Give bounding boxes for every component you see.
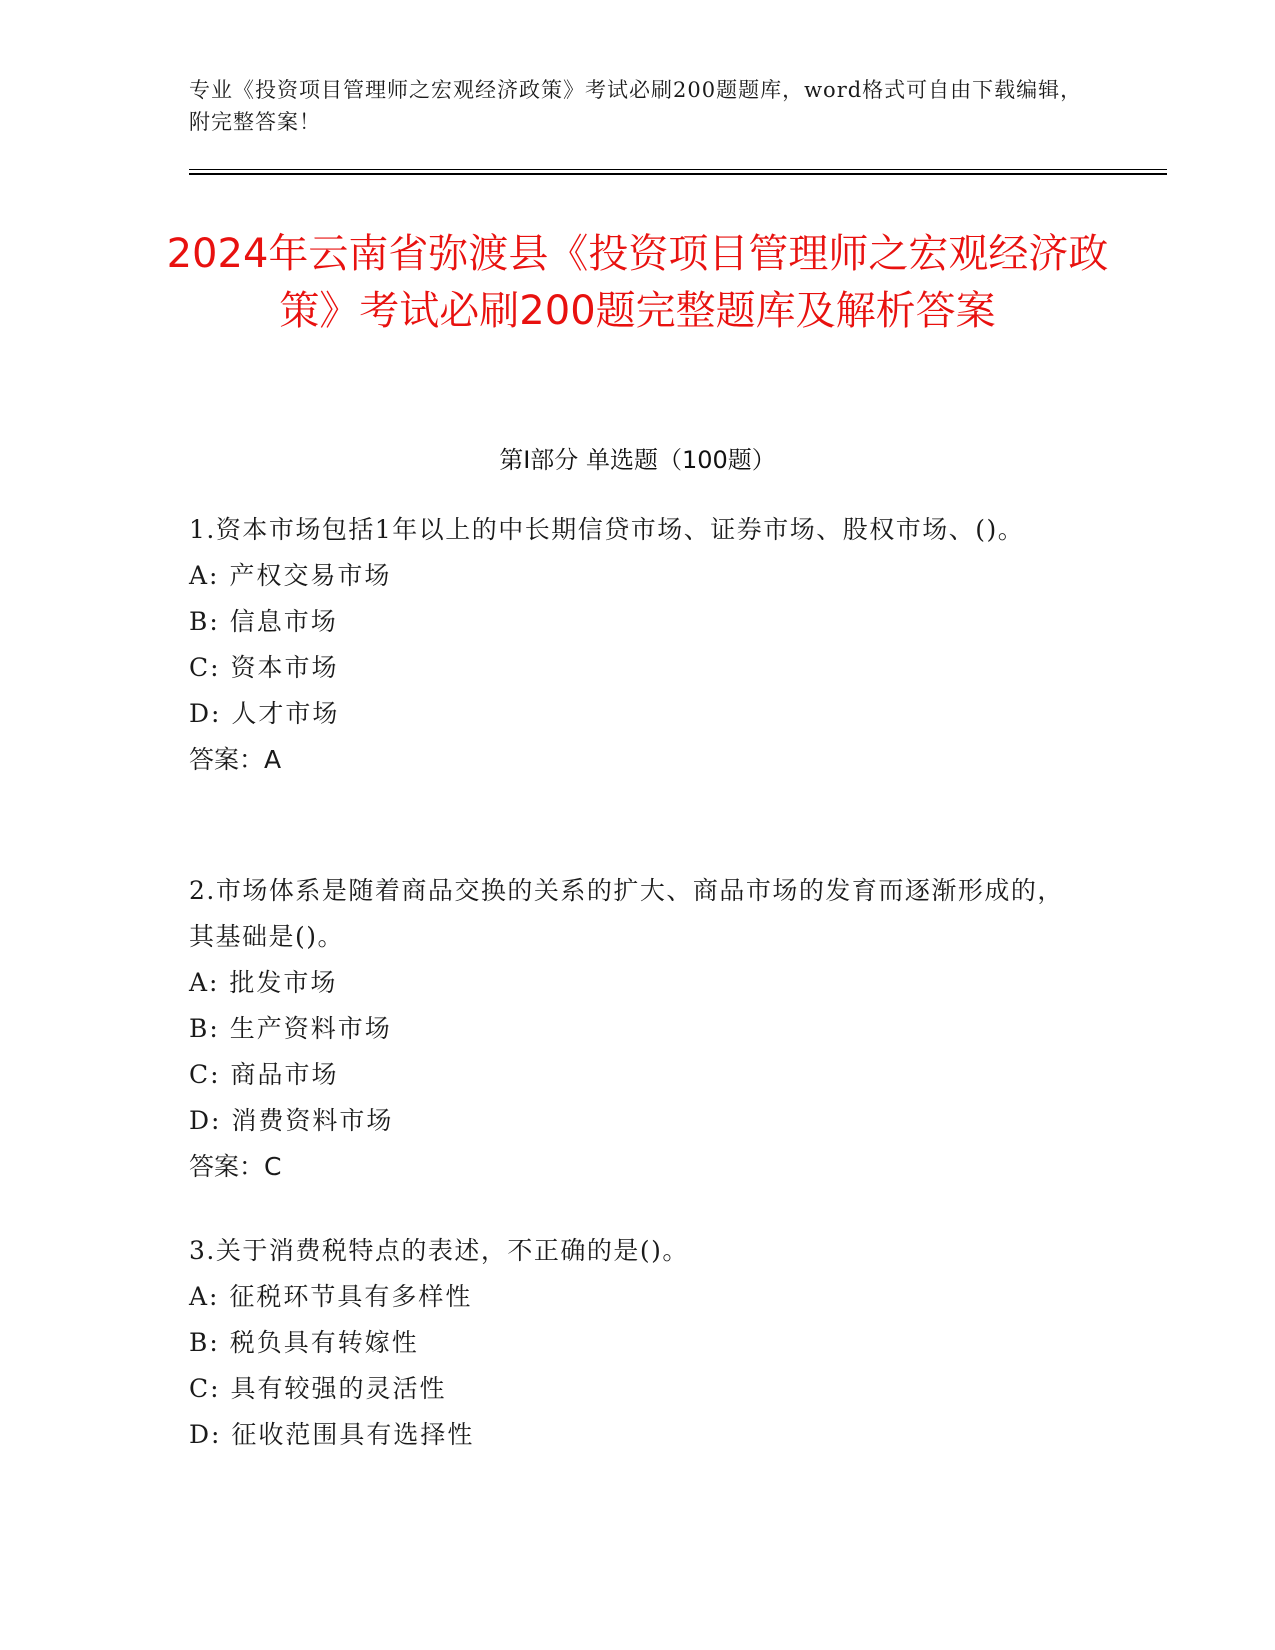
answer-label: 答案：A: [189, 745, 282, 774]
option-b: B: 信息市场: [189, 607, 338, 636]
answer-label: 答案：C: [189, 1152, 282, 1181]
question-stem: 2.市场体系是随着商品交换的关系的扩大、商品市场的发育而逐渐形成的，其基础是()。: [189, 876, 1064, 951]
header-divider-thick: [189, 173, 1167, 175]
question-2: [189, 868, 1069, 1190]
option-a: A: 征税环节具有多样性: [189, 1282, 473, 1311]
option-d: D: 征收范围具有选择性: [189, 1420, 475, 1449]
question-1: [189, 507, 1069, 783]
header-divider-thin: [189, 169, 1167, 170]
option-a: A: 产权交易市场: [189, 561, 392, 590]
option-b: B: 生产资料市场: [189, 1014, 392, 1043]
header-note: 专业《投资项目管理师之宏观经济政策》考试必刷200题题库，word格式可自由下载编辑，附完整答案！: [189, 78, 1083, 134]
option-c: C: 商品市场: [189, 1060, 339, 1089]
section-heading: 第Ⅰ部分 单选题（100题）: [499, 446, 776, 474]
option-b: B: 税负具有转嫁性: [189, 1328, 419, 1357]
document-title: 2024年云南省弥渡县《投资项目管理师之宏观经济政策》考试必刷200题完整题库及解析答案: [166, 231, 1109, 334]
option-c: C: 资本市场: [189, 653, 339, 682]
question-stem: 3.关于消费税特点的表述，不正确的是()。: [189, 1236, 689, 1265]
question-stem: 1.资本市场包括1年以上的中长期信贷市场、证券市场、股权市场、()。: [189, 515, 1025, 544]
option-d: D: 人才市场: [189, 699, 340, 728]
option-a: A: 批发市场: [189, 968, 338, 997]
option-d: D: 消费资料市场: [189, 1106, 394, 1135]
question-3: [189, 1228, 1069, 1458]
option-c: C: 具有较强的灵活性: [189, 1374, 447, 1403]
